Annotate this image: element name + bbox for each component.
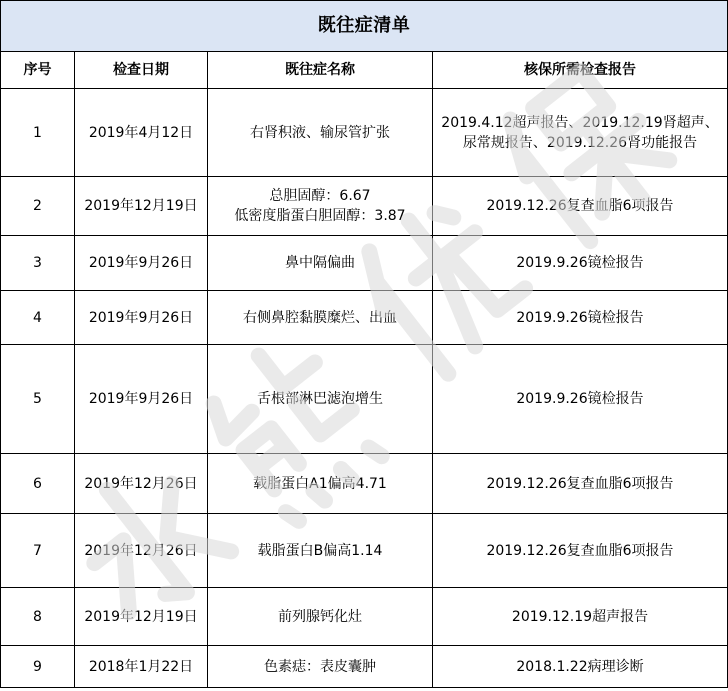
row-reports: [433, 345, 728, 454]
header-cell-reports: 核保所需检查报告: [433, 52, 728, 89]
table-row: [1, 646, 728, 688]
table-row: [1, 291, 728, 345]
row-reports: [433, 454, 728, 514]
report-line: 2019.4.12超声报告、2019.12.19肾超声、: [441, 114, 719, 131]
table-row: [1, 454, 728, 514]
report-line: 2019.9.26镜检报告: [516, 255, 644, 271]
row-reports: [433, 291, 728, 345]
row-date: 2019年9月26日: [75, 345, 208, 454]
condition-line: 低密度脂蛋白胆固醇：3.87: [234, 208, 406, 224]
row-number: 9: [1, 646, 75, 688]
row-number: 4: [1, 291, 75, 345]
header-cell-number: 序号: [1, 52, 75, 89]
condition-line: 鼻中隔偏曲: [285, 255, 355, 271]
header-cell-date: 检查日期: [75, 52, 208, 89]
row-condition: [208, 345, 433, 454]
row-condition: [208, 646, 433, 688]
row-reports: [433, 236, 728, 291]
row-reports: [433, 646, 728, 688]
row-number: 5: [1, 345, 75, 454]
header-cell-condition: 既往症名称: [208, 52, 433, 89]
row-date: 2019年9月26日: [75, 236, 208, 291]
report-line: 2019.12.19超声报告: [511, 608, 649, 625]
row-number: 3: [1, 236, 75, 291]
row-condition: [208, 236, 433, 291]
table-row: [1, 177, 728, 236]
row-reports: [433, 514, 728, 588]
table-row: [1, 236, 728, 291]
table-row: [1, 588, 728, 646]
report-line: 2019.12.26复查血脂6项报告: [486, 475, 674, 492]
report-line: 2019.9.26镜检报告: [516, 391, 644, 407]
row-date: 2019年9月26日: [75, 291, 208, 345]
report-line: 2019.9.26镜检报告: [516, 309, 644, 326]
row-condition: [208, 514, 433, 588]
report-line: 尿常规报告、2019.12.26肾功能报告: [462, 134, 698, 151]
row-reports: [433, 89, 728, 177]
row-reports: [433, 588, 728, 646]
condition-line: 右侧鼻腔黏膜糜烂、出血: [243, 309, 397, 326]
table-title: 既往症清单: [1, 1, 728, 52]
table-row: [1, 514, 728, 588]
condition-line: 右肾积液、输尿管扩张: [250, 124, 390, 141]
row-condition: [208, 588, 433, 646]
row-condition: [208, 89, 433, 177]
row-date: 2019年12月19日: [75, 177, 208, 236]
row-date: 2019年12月26日: [75, 514, 208, 588]
row-date: 2019年12月26日: [75, 454, 208, 514]
row-number: 6: [1, 454, 75, 514]
table-row: [1, 89, 728, 177]
condition-line: 色素痣：表皮囊肿: [264, 658, 376, 675]
report-line: 2019.12.26复查血脂6项报告: [486, 198, 674, 214]
condition-line: 载脂蛋白A1偏高4.71: [253, 475, 387, 492]
row-number: 7: [1, 514, 75, 588]
condition-line: 前列腺钙化灶: [278, 608, 362, 625]
row-number: 8: [1, 588, 75, 646]
row-reports: [433, 177, 728, 236]
row-number: 1: [1, 89, 75, 177]
row-condition: [208, 454, 433, 514]
condition-line: 总胆固醇：6.67: [269, 188, 371, 204]
row-condition: [208, 291, 433, 345]
row-date: 2019年4月12日: [75, 89, 208, 177]
row-date: 2018年1月22日: [75, 646, 208, 688]
row-date: 2019年12月19日: [75, 588, 208, 646]
report-line: 2019.12.26复查血脂6项报告: [486, 542, 674, 559]
condition-line: 舌根部淋巴滤泡增生: [257, 391, 383, 407]
report-line: 2018.1.22病理诊断: [516, 658, 644, 675]
table-row: [1, 345, 728, 454]
condition-line: 载脂蛋白B偏高1.14: [257, 542, 383, 559]
row-condition: [208, 177, 433, 236]
row-number: 2: [1, 177, 75, 236]
